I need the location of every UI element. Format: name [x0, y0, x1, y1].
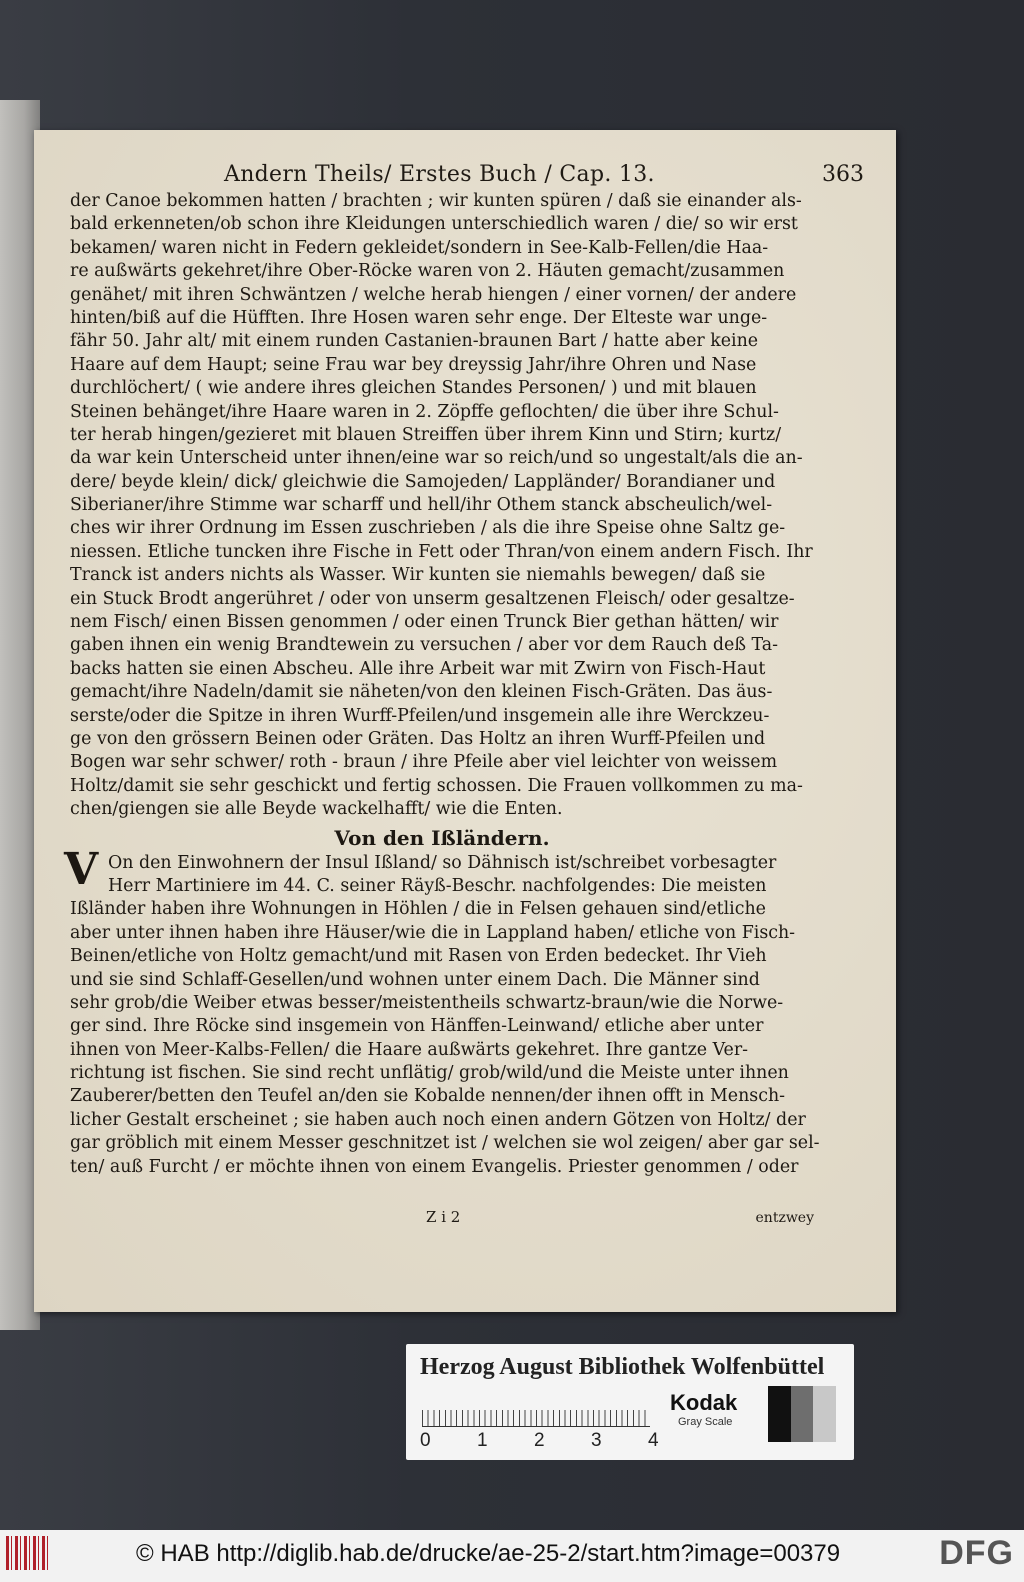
text-line: re außwärts gekehret/ihre Ober-Röcke waren von 2. Häuten gemacht/zusammen — [70, 261, 785, 282]
text-line: da war kein Unterscheid unter ihnen/eine war so reich/und so ungestalt/als die an- — [70, 448, 803, 469]
text-line: bald erkenneten/ob schon ihre Kleidungen unterschiedlich waren / die/ so wir erst — [70, 214, 798, 235]
text-line: richtung ist fischen. Sie sind recht unflätig/ grob/wild/und die Meiste unter ihnen — [70, 1063, 789, 1084]
text-line: chen/giengen sie alle Beyde wackelhafft/ wie die Enten. — [70, 799, 563, 820]
text-line: nem Fisch/ einen Bissen genommen / oder einen Trunck Bier gethan hätten/ wir — [70, 612, 779, 633]
gray-patch — [768, 1386, 791, 1442]
drop-cap: V — [64, 843, 99, 895]
ruler-number: 2 — [534, 1430, 545, 1451]
signature-mark: Z i 2 — [426, 1208, 461, 1226]
text-line: Bogen war sehr schwer/ roth - braun / ihre Pfeile aber viel leichter von weissem — [70, 752, 778, 773]
text-line: ge von den grössern Beinen oder Gräten. Das Holtz an ihren Wurff-Pfeilen und — [70, 728, 766, 749]
text-line: Beinen/etliche von Holtz gemacht/und mit Rasen von Erden bedecket. Ihr Vieh — [70, 946, 767, 967]
dfg-logo: DFG — [939, 1534, 1014, 1572]
catchword: entzwey — [755, 1210, 814, 1226]
text-line: ein Stuck Brodt angerühret / oder von unserm gesaltzenen Fleisch/ oder gesaltze- — [70, 588, 795, 609]
book-page — [34, 130, 896, 1312]
text-line: Ißländer haben ihre Wohnungen in Höhlen / die in Felsen gehauen sind/etliche — [70, 899, 766, 920]
ruler-numbers — [420, 1430, 660, 1452]
gray-patch — [813, 1386, 836, 1442]
text-line: Holtz/damit sie sehr geschickt und fertig schossen. Die Frauen vollkommen zu ma- — [70, 775, 803, 796]
text-line: durchlöchert/ ( wie andere ihres gleichen Standes Personen/ ) und mit blauen — [70, 378, 757, 399]
ruler-number: 1 — [477, 1430, 488, 1451]
page-number: 363 — [822, 162, 864, 187]
text-line: ger sind. Ihre Röcke sind insgemein von Hänffen-Leinwand/ etliche aber unter — [70, 1016, 764, 1037]
ruler-number: 0 — [420, 1430, 431, 1451]
text-line: fähr 50. Jahr alt/ mit einem runden Castanien-braunen Bart / hatte aber keine — [70, 331, 759, 352]
text-line: bekamen/ waren nicht in Federn gekleidet/sondern in See-Kalb-Fellen/die Haa- — [70, 237, 769, 258]
text-line: Tranck ist anders nichts als Wasser. Wir kunten sie niemahls bewegen/ daß sie — [70, 565, 766, 586]
text-line-content: On den Einwohnern der Insul Ißland/ so Dähnisch ist/schreibet vorbesagter — [108, 852, 777, 873]
text-line: Haare auf dem Haupt; seine Frau war bey dreyssig Jahr/ihre Ohren und Nase — [70, 354, 757, 375]
text-line: ches wir ihrer Ordnung im Essen zuschrieben / als die ihre Speise ohne Saltz ge- — [70, 518, 786, 539]
section-heading: Von den Ißländern. — [334, 825, 550, 850]
text-line: Siberianer/ihre Stimme war scharff und hell/ihr Othem stanck abscheulich/wel- — [70, 495, 773, 516]
text-line: ihnen von Meer-Kalbs-Fellen/ die Haare außwärts gekehret. Ihre gantze Ver- — [70, 1039, 749, 1060]
viewer-footer — [0, 1530, 1024, 1582]
text-line: ter herab hingen/gezieret mit blauen Streiffen über ihrem Kinn und Stirn; kurtz/ — [70, 424, 782, 445]
gray-scale-label: Gray Scale — [678, 1416, 733, 1428]
ruler-number: 3 — [591, 1430, 602, 1451]
text-line: licher Gestalt erscheinet ; sie haben auch noch einen andern Götzen von Holtz/ der — [70, 1109, 806, 1130]
text-line: genähet/ mit ihren Schwäntzen / welche herab hiengen / einer vornen/ der andere — [70, 284, 797, 305]
text-line: ten/ auß Furcht / er möchte ihnen von einem Evangelis. Priester genommen / oder — [70, 1156, 799, 1177]
ruler-number: 4 — [648, 1430, 659, 1451]
gray-patch — [791, 1386, 814, 1442]
kodak-logo: Kodak — [670, 1390, 738, 1415]
text-line: sehr grob/die Weiber etwas besser/meistentheils schwartz-braun/wie die Norwe- — [70, 992, 784, 1013]
running-title: Andern Theils/ Erstes Buch / Cap. 13. — [224, 162, 655, 187]
text-line: gaben ihnen ein wenig Brandtewein zu versuchen / aber vor dem Rauch deß Ta- — [70, 635, 778, 656]
text-line: Zauberer/betten den Teufel an/den sie Kobalde nennen/der ihnen offt in Mensch- — [70, 1086, 786, 1107]
barcode-icon — [6, 1536, 48, 1570]
text-line: der Canoe bekommen hatten / brachten ; wir kunten spüren / daß sie einander als- — [70, 191, 802, 211]
text-line: dere/ beyde klein/ dick/ gleichwie die Samojeden/ Lappländer/ Borandianer und — [70, 471, 776, 492]
text-line: Herr Martiniere im 44. C. seiner Räyß-Beschr. nachfolgendes: Die meisten — [108, 875, 767, 896]
ruler — [422, 1396, 650, 1427]
text-line: und sie sind Schlaff-Gesellen/und wohnen unter einem Dach. Die Männer sind — [70, 969, 760, 990]
text-line: hinten/biß auf die Hüfften. Ihre Hosen waren sehr enge. Der Elteste war unge- — [70, 307, 768, 328]
text-line: aber unter ihnen haben ihre Häuser/wie die in Lappland haben/ etliche von Fisch- — [70, 922, 796, 943]
text-line: niessen. Etliche tuncken ihre Fische in Fett oder Thran/von einem andern Fisch. Ihr — [70, 541, 813, 562]
copyright-link[interactable]: © HAB http://diglib.hab.de/drucke/ae-25-2/start.htm?image=00379 — [136, 1540, 841, 1567]
library-name: Herzog August Bibliothek Wolfenbüttel — [420, 1354, 825, 1380]
text-line: gar gröblich mit einem Messer geschnitzet ist / welchen sie wol zeigen/ aber gar sel- — [70, 1133, 820, 1154]
gray-patches — [768, 1386, 836, 1442]
text-line: serste/oder die Spitze in ihren Wurff-Pfeilen/und insgemein alle ihre Werckzeu- — [70, 705, 770, 726]
color-scale-card — [406, 1344, 854, 1460]
text-line: backs hatten sie einen Abscheu. Alle ihre Arbeit war mit Zwirn von Fisch-Haut — [70, 658, 766, 679]
page-footer — [70, 1208, 814, 1232]
text-line: Steinen behänget/ihre Haare waren in 2. Zöpffe geflochten/ die über ihre Schul- — [70, 401, 779, 422]
text-line: gemacht/ihre Nadeln/damit sie näheten/von den kleinen Fisch-Gräten. Das äus- — [70, 682, 773, 703]
body-text — [64, 190, 820, 1179]
